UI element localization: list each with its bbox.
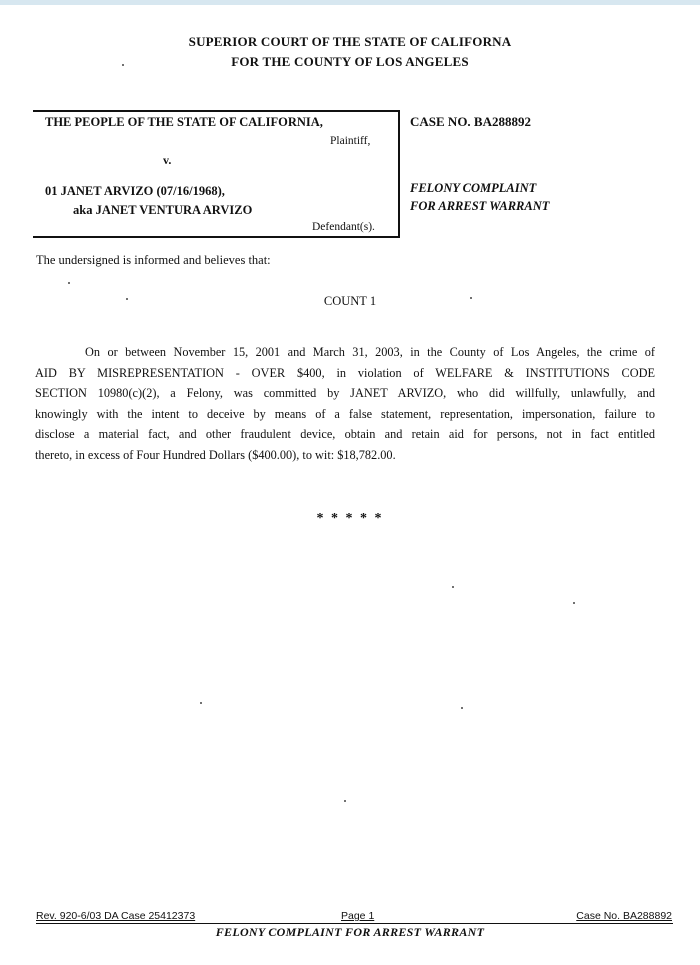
footer-document-title: FELONY COMPLAINT FOR ARREST WARRANT bbox=[215, 925, 485, 939]
court-name-line1: SUPERIOR COURT OF THE STATE OF CALIFORNA bbox=[188, 34, 512, 49]
scan-speck bbox=[470, 297, 472, 299]
scan-speck bbox=[461, 707, 463, 709]
defendant-alias: aka JANET VENTURA ARVIZO bbox=[73, 203, 253, 217]
case-number: CASE NO. BA288892 bbox=[410, 114, 531, 129]
viewer-top-bar bbox=[0, 0, 700, 5]
footer-revision: Rev. 920-6/03 DA Case 25412373 bbox=[36, 910, 196, 922]
count-body-line: On or between November 15, 2001 and March 31, 2003, in the County of Los Angeles, the crime of bbox=[85, 345, 655, 359]
plaintiff-name: THE PEOPLE OF THE STATE OF CALIFORNIA, bbox=[45, 115, 323, 129]
count-body-line: AID BY MISREPRESENTATION - OVER $400, in violation of WELFARE & INSTITUTIONS CODE bbox=[35, 365, 655, 380]
scan-speck bbox=[68, 282, 70, 284]
versus-label: v. bbox=[163, 153, 172, 167]
count-body-line: disclose a material fact, and other fraudulent device, obtain and retain aid for persons, not in fact entitled bbox=[35, 427, 655, 441]
count-heading: COUNT 1 bbox=[323, 294, 377, 308]
defendant-name: 01 JANET ARVIZO (07/16/1968), bbox=[45, 184, 225, 198]
footer-rule bbox=[36, 923, 673, 924]
scan-speck bbox=[200, 702, 202, 704]
plaintiff-label: Plaintiff, bbox=[330, 135, 371, 147]
scan-speck bbox=[344, 800, 346, 802]
section-separator: * * * * * bbox=[316, 511, 384, 526]
count-body-line: SECTION 10980(c)(2), a Felony, was committed by JANET ARVIZO, who did willfully, unlawfully, and bbox=[35, 386, 655, 400]
scan-speck bbox=[126, 298, 128, 300]
court-name-line2: FOR THE COUNTY OF LOS ANGELES bbox=[231, 54, 469, 69]
count-body-line: knowingly with the intent to deceive by means of a false statement, representation, impersonation, failure to bbox=[35, 406, 655, 421]
scan-speck bbox=[122, 64, 124, 66]
document-type-line1: FELONY COMPLAINT bbox=[410, 181, 537, 195]
scan-speck bbox=[452, 586, 454, 588]
footer-page-number: Page 1 bbox=[341, 910, 375, 922]
count-body-line: thereto, in excess of Four Hundred Dollars ($400.00), to wit: $18,782.00. bbox=[35, 447, 396, 462]
count-body bbox=[35, 342, 655, 465]
footer-case-number: Case No. BA288892 bbox=[576, 910, 672, 922]
document-type-line2: FOR ARREST WARRANT bbox=[410, 199, 550, 213]
scan-speck bbox=[573, 602, 575, 604]
intro-statement: The undersigned is informed and believes that: bbox=[36, 253, 271, 267]
defendants-label: Defendant(s). bbox=[312, 221, 375, 233]
